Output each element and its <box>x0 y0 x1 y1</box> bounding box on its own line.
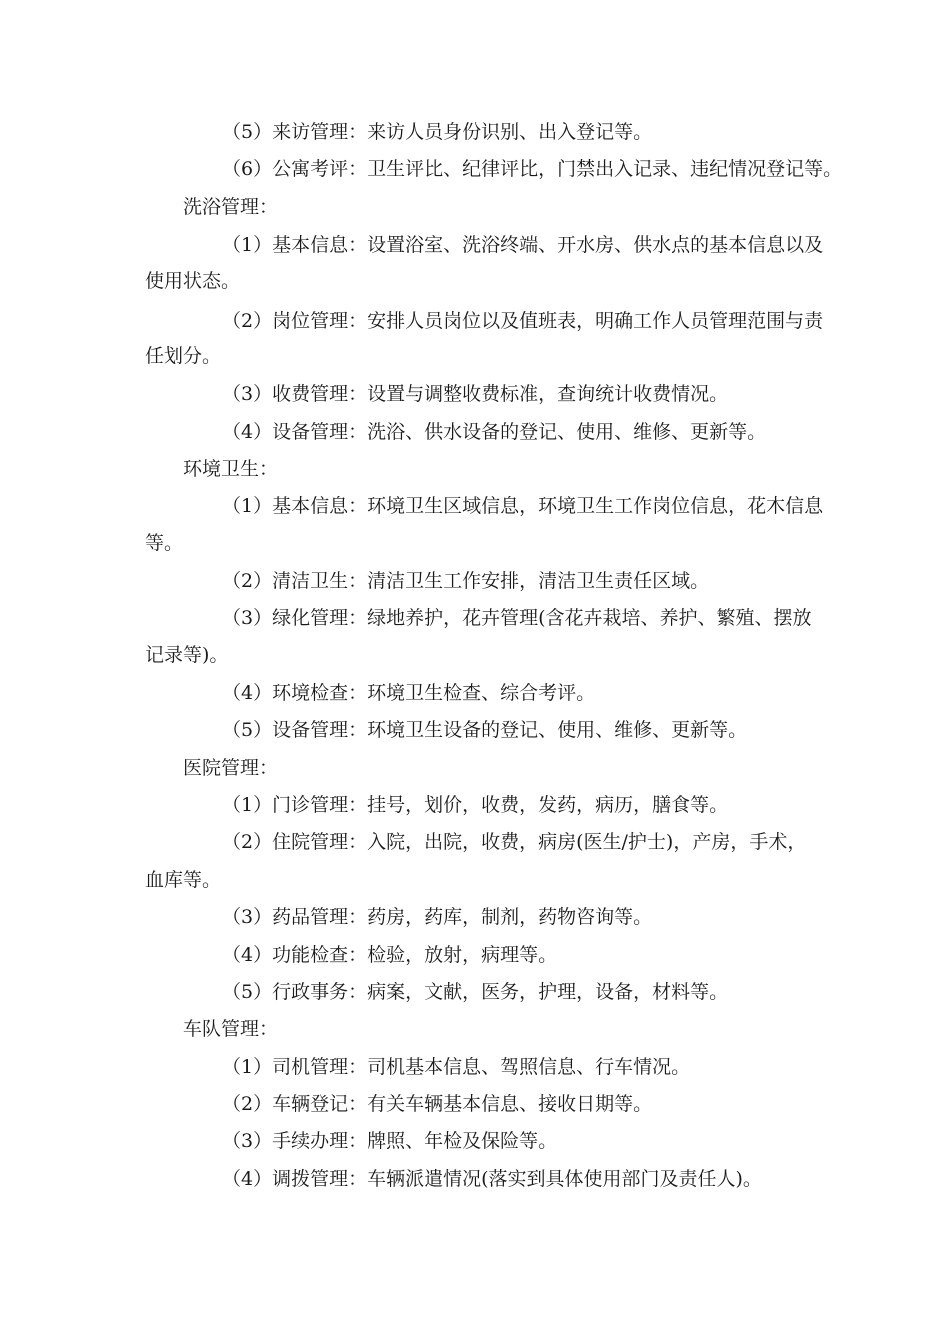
list-item: （6）公寓考评：卫生评比、纪律评比，门禁出入记录、违纪情况登记等。 <box>222 158 843 180</box>
list-item: （5）来访管理：来访人员身份识别、出入登记等。 <box>222 121 653 143</box>
list-item: （3）收费管理：设置与调整收费标准，查询统计收费情况。 <box>222 383 729 405</box>
list-item: （3）药品管理：药房，药库，制剂，药物咨询等。 <box>222 906 653 928</box>
list-item: （2）清洁卫生：清洁卫生工作安排，清洁卫生责任区域。 <box>222 570 710 592</box>
list-item: （1）基本信息：设置浴室、洗浴终端、开水房、供水点的基本信息以及 <box>222 234 824 256</box>
list-item: （4）设备管理：洗浴、供水设备的登记、使用、维修、更新等。 <box>222 421 767 443</box>
list-item-continuation: 血库等。 <box>145 869 222 891</box>
list-item-continuation: 记录等)。 <box>145 644 229 666</box>
list-item-continuation: 任划分。 <box>145 345 222 367</box>
section-heading: 医院管理： <box>183 757 279 779</box>
list-item-continuation: 使用状态。 <box>145 270 241 292</box>
list-item: （4）功能检查：检验，放射，病理等。 <box>222 944 558 966</box>
list-item: （2）车辆登记：有关车辆基本信息、接收日期等。 <box>222 1093 653 1115</box>
list-item: （1）司机管理：司机基本信息、驾照信息、行车情况。 <box>222 1056 691 1078</box>
list-item: （4）环境检查：环境卫生检查、综合考评。 <box>222 682 596 704</box>
section-heading: 洗浴管理： <box>183 196 279 218</box>
list-item: （1）门诊管理：挂号，划价，收费，发药，病历，膳食等。 <box>222 794 729 816</box>
list-item: （2）住院管理：入院，出院，收费，病房(医生/护士)，产房，手术， <box>222 831 807 853</box>
list-item: （3）绿化管理：绿地养护，花卉管理(含花卉栽培、养护、繁殖、摆放 <box>222 607 812 629</box>
list-item-continuation: 等。 <box>145 532 184 554</box>
list-item: （2）岗位管理：安排人员岗位以及值班表，明确工作人员管理范围与责 <box>222 310 824 332</box>
list-item: （5）行政事务：病案，文献，医务，护理，设备，材料等。 <box>222 981 729 1003</box>
list-item: （4）调拨管理：车辆派遣情况(落实到具体使用部门及责任人)。 <box>222 1168 762 1190</box>
section-heading: 车队管理： <box>183 1018 279 1040</box>
list-item: （3）手续办理：牌照、年检及保险等。 <box>222 1130 558 1152</box>
list-item: （5）设备管理：环境卫生设备的登记、使用、维修、更新等。 <box>222 719 748 741</box>
list-item: （1）基本信息：环境卫生区域信息，环境卫生工作岗位信息，花木信息 <box>222 495 824 517</box>
section-heading: 环境卫生： <box>183 458 279 480</box>
